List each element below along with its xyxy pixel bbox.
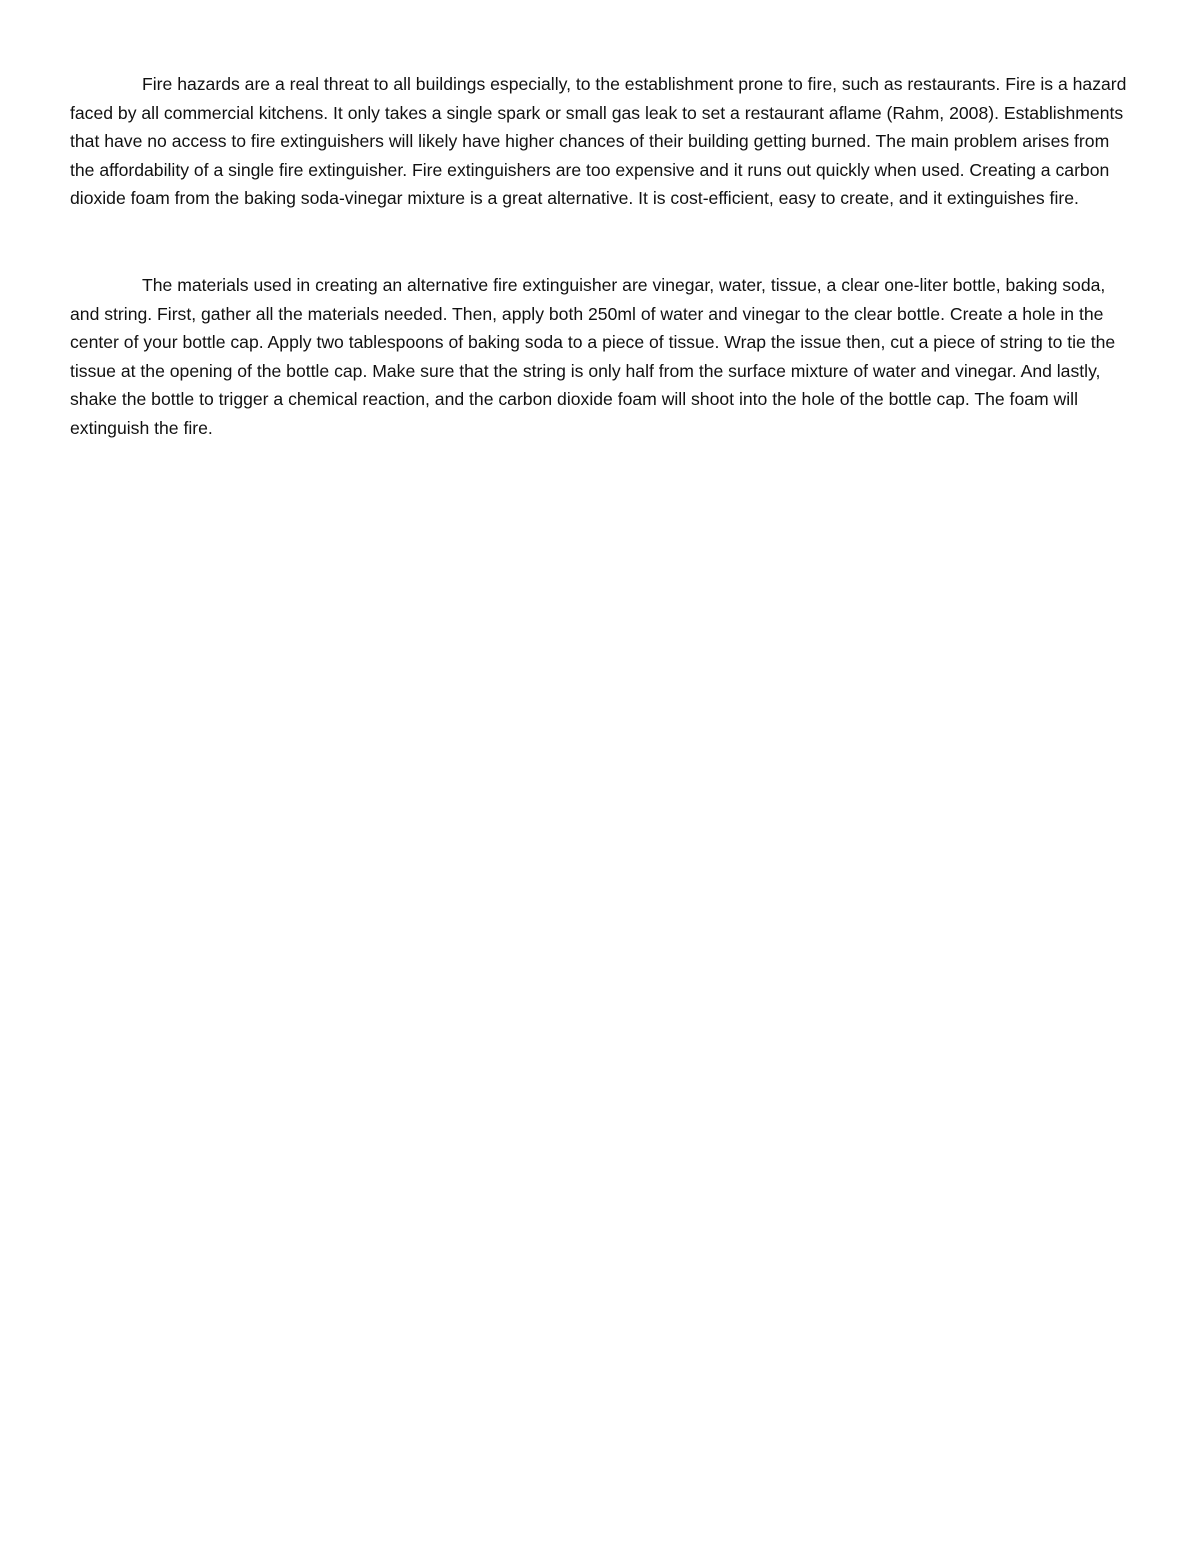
document-body [70, 70, 1132, 443]
paragraph-fire-hazards: Fire hazards are a real threat to all buildings especially, to the establishment prone to fire, such as restaurants. Fire is a hazard faced by all commercial kitchens. It only takes a single spark or small gas leak to set a restaurant aflame (Rahm, 2008). Establishments that have no access to fire extinguishers will likely have higher chances of their building getting burned. The main problem arises from the affordability of a single fire extinguisher. Fire extinguishers are too expensive and it runs out quickly when used. Creating a carbon dioxide foam from the baking soda-vinegar mixture is a great alternative. It is cost-efficient, easy to create, and it extinguishes fire. [70, 74, 1127, 209]
paragraph-materials-procedure: The materials used in creating an alternative fire extinguisher are vinegar, water, tissue, a clear one-liter bottle, baking soda, and string. First, gather all the materials needed. Then, apply both 250ml of water and vinegar to the clear bottle. Create a hole in the center of your bottle cap. Apply two tablespoons of baking soda to a piece of tissue. Wrap the issue then, cut a piece of string to tie the tissue at the opening of the bottle cap. Make sure that the string is only half from the surface mixture of water and vinegar. And lastly, shake the bottle to trigger a chemical reaction, and the carbon dioxide foam will shoot into the hole of the bottle cap. The foam will extinguish the fire. [70, 274, 1116, 438]
